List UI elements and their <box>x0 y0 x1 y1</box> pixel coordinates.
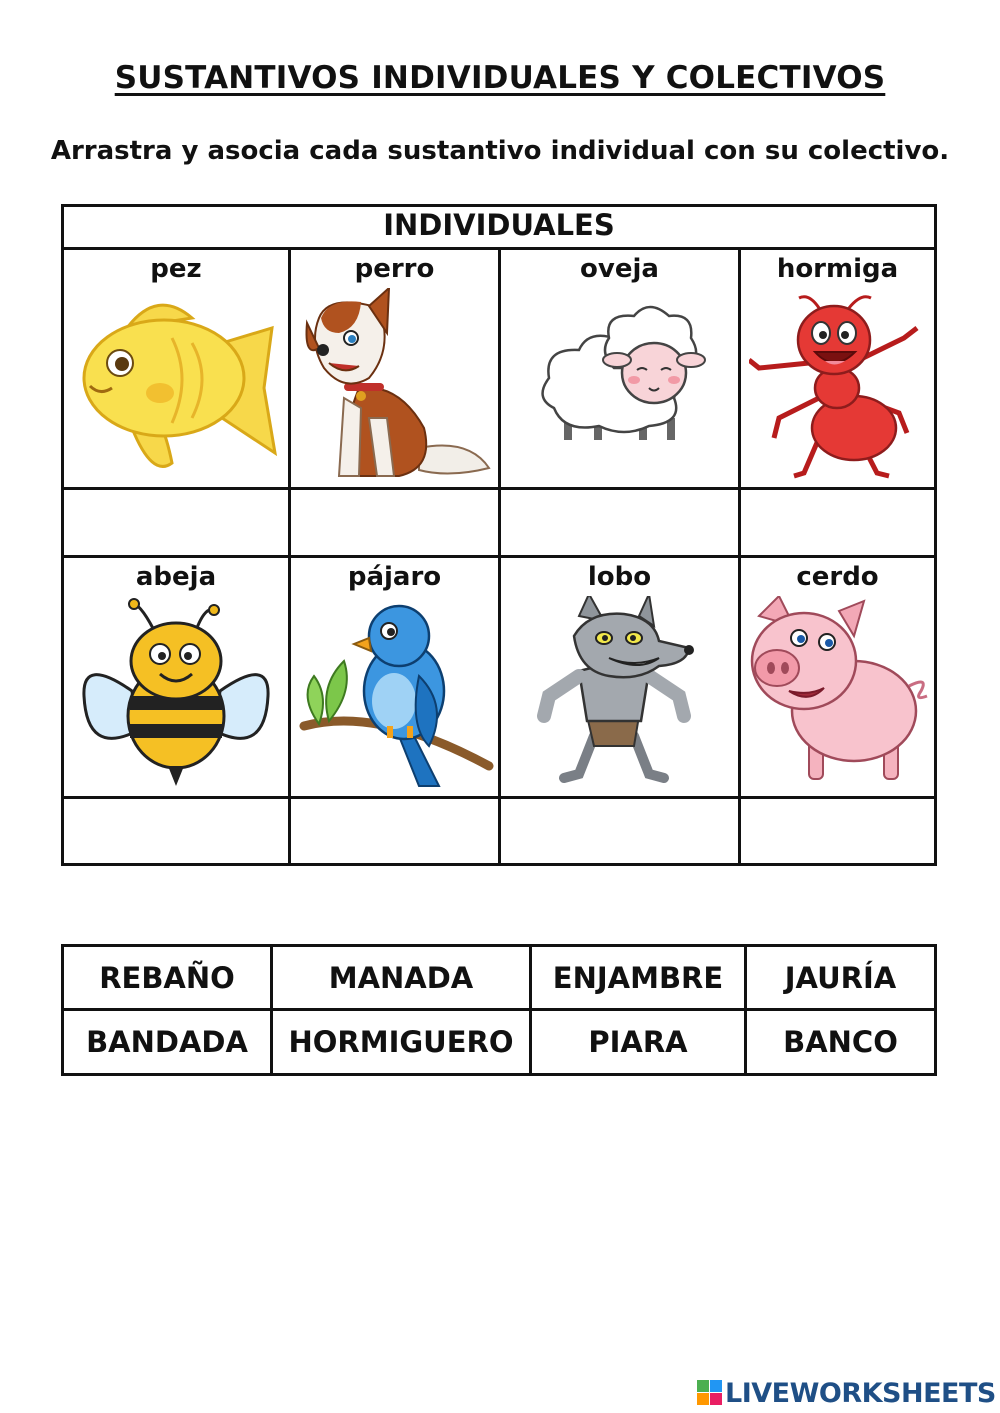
animal-label: cerdo <box>796 562 879 592</box>
sheep-icon <box>509 288 729 483</box>
instruction-text: Arrastra y asocia cada sustantivo individual con su colectivo. <box>50 136 950 166</box>
individuals-header: INDIVIDUALES <box>383 208 615 242</box>
liveworksheets-logo <box>697 1376 996 1410</box>
card-oveja <box>501 250 738 487</box>
worksheet-title: SUSTANTIVOS INDIVIDUALES Y COLECTIVOS <box>114 60 886 96</box>
animal-label: abeja <box>135 562 217 592</box>
drop-zone[interactable] <box>741 490 934 555</box>
card-pez <box>64 250 288 487</box>
drop-zone[interactable] <box>64 799 288 863</box>
word-tile[interactable]: BANCO <box>783 1025 898 1059</box>
card-hormiga <box>741 250 934 487</box>
collectives-table <box>61 944 937 1076</box>
individuals-grid <box>61 204 937 866</box>
bee-icon <box>72 596 280 791</box>
bird-icon <box>299 596 494 791</box>
word-tile[interactable]: HORMIGUERO <box>288 1025 514 1059</box>
word-tile[interactable]: ENJAMBRE <box>552 961 724 995</box>
card-abeja <box>64 558 288 796</box>
logo-mark-icon <box>697 1380 723 1406</box>
card-lobo <box>501 558 738 796</box>
word-tile[interactable]: PIARA <box>588 1025 688 1059</box>
word-tile[interactable]: JAURÍA <box>784 961 897 995</box>
ant-icon <box>749 288 929 483</box>
animal-label: hormiga <box>776 254 899 284</box>
word-tile[interactable]: BANDADA <box>86 1025 248 1059</box>
drop-zone[interactable] <box>741 799 934 863</box>
animal-label: pájaro <box>347 562 442 592</box>
dog-icon <box>299 288 494 483</box>
card-pajaro <box>291 558 498 796</box>
pig-icon <box>749 596 929 791</box>
word-tile[interactable]: REBAÑO <box>99 961 235 995</box>
drop-zone[interactable] <box>291 490 498 555</box>
drop-zone[interactable] <box>291 799 498 863</box>
fish-icon <box>72 288 280 483</box>
card-cerdo <box>741 558 934 796</box>
wolf-icon <box>509 596 729 791</box>
logo-text: LIVEWORKSHEETS <box>725 1377 996 1409</box>
card-perro <box>291 250 498 487</box>
drop-zone[interactable] <box>501 799 738 863</box>
animal-label: perro <box>354 254 435 284</box>
drop-zone[interactable] <box>64 490 288 555</box>
animal-label: lobo <box>587 562 652 592</box>
animal-label: oveja <box>580 254 659 284</box>
drop-zone[interactable] <box>501 490 738 555</box>
word-tile[interactable]: MANADA <box>328 961 474 995</box>
animal-label: pez <box>150 254 202 284</box>
